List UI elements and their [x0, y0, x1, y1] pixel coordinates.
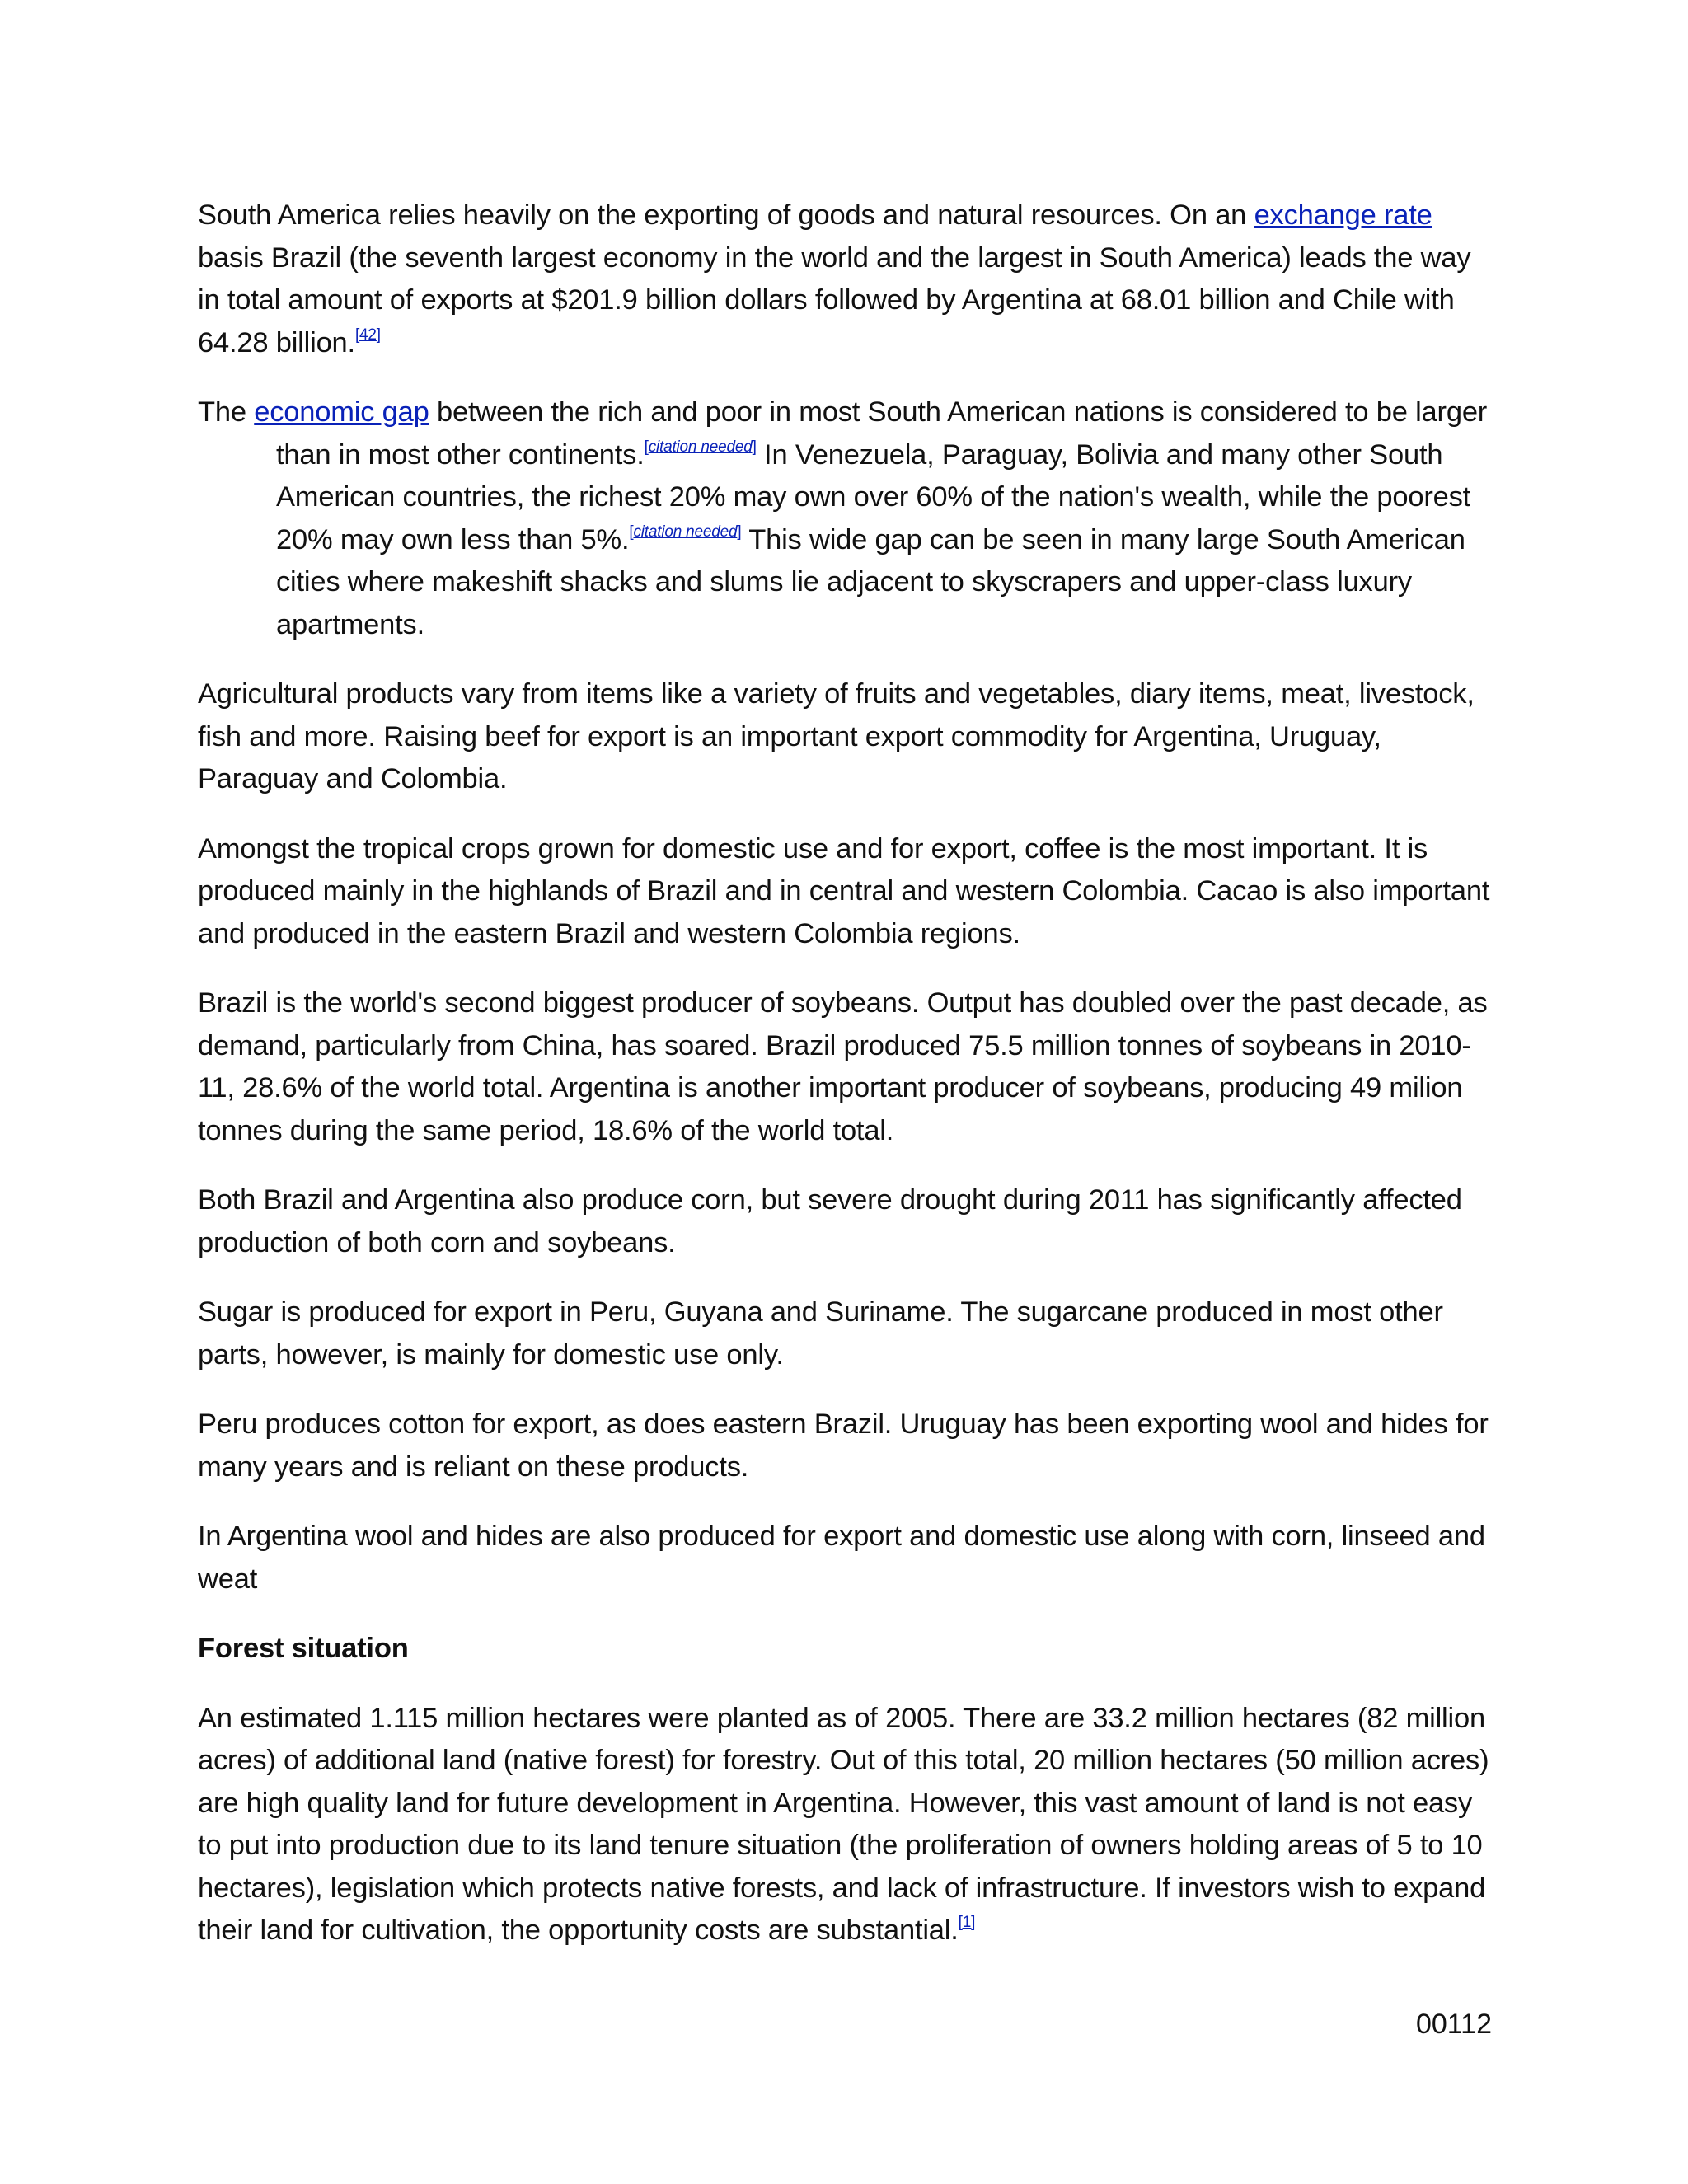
citation-needed-link[interactable]: citation needed — [648, 438, 753, 456]
paragraph-economic-gap — [198, 391, 1492, 646]
text-span: The — [198, 396, 255, 428]
paragraph-soybeans: Brazil is the world's second biggest producer of soybeans. Output has doubled over the past decade, as demand, particularly from China, has soared. Brazil produced 75.5 million tonnes of soybeans in 2010-11, 28.6% of the world total. Argentina is another important producer of soybeans, producing 49 milion tonnes during the same period, 18.6% of the world total. — [198, 987, 1488, 1146]
citation-needed-1[interactable] — [645, 438, 757, 456]
paragraph-exports — [198, 194, 1492, 364]
bracket: [ — [644, 438, 649, 456]
text-span: An estimated 1.115 million hectares were planted as of 2005. There are 33.2 million hectares (82 million acres) of additional land (native forest) for forestry. Out of this total, 20 million hectares (50 million acres) are high quality land for future development in Argentina. However, this vast amount of land is not easy to put into production due to its land tenure situation (the proliferation of owners holding areas of 5 to 10 hectares), legislation which protects native forests, and lack of infrastructure. If investors wish to expand their land for cultivation, the opportunity costs are substantial. — [198, 1702, 1489, 1946]
reference-42[interactable] — [355, 326, 381, 344]
text-span: In Venezuela, Paraguay, Bolivia and many other South American countries, the richest 20% may own over 60% of the nation's wealth, while the poorest 20% may own less than 5%. — [276, 438, 1471, 555]
reference-1[interactable] — [959, 1914, 976, 1931]
paragraph-corn: Both Brazil and Argentina also produce corn, but severe drought during 2011 has significantly affected production of both corn and soybeans. — [198, 1184, 1462, 1258]
paragraph-tropical-crops: Amongst the tropical crops grown for domestic use and for export, coffee is the most important. It is produced mainly in the highlands of Brazil and in central and western Colombia. Cacao is also important and produced in the eastern Brazil and western Colombia regions. — [198, 832, 1490, 949]
text-span: between the rich and poor in most South American nations is considered to be larger than in most other continents. — [276, 396, 1488, 471]
paragraph-argentina-wool: In Argentina wool and hides are also produced for export and domestic use along with corn, linseed and weat — [198, 1521, 1485, 1595]
article-body — [198, 194, 1492, 1980]
paragraph-agricultural-products: Agricultural products vary from items like a variety of fruits and vegetables, diary items, meat, livestock, fish and more. Raising beef for export is an important export commodity for Argentina, Uruguay, Paraguay and Colombia. — [198, 678, 1475, 794]
reference-1-link[interactable]: [1] — [958, 1914, 976, 1931]
bracket: ] — [752, 438, 757, 456]
text-span: basis Brazil (the seventh largest economy in the world and the largest in South America) leads the way in total amount of exports at $201.9 billion dollars followed by Argentina at 68.01 billion and Chile with 64.28 billion. — [198, 241, 1471, 359]
bracket: [ — [629, 523, 634, 541]
economic-gap-link[interactable]: economic gap — [254, 396, 429, 428]
reference-42-link[interactable]: [42] — [354, 326, 381, 344]
citation-needed-2[interactable] — [629, 523, 741, 541]
bracket: ] — [737, 523, 742, 541]
section-heading-forest: Forest situation — [198, 1633, 409, 1664]
page-number: 00112 — [1415, 2008, 1492, 2040]
paragraph-forest — [198, 1698, 1492, 1952]
paragraph-sugar: Sugar is produced for export in Peru, Guyana and Suriname. The sugarcane produced in most other parts, however, is mainly for domestic use only. — [198, 1296, 1443, 1371]
exchange-rate-link[interactable]: exchange rate — [1254, 199, 1432, 231]
text-span: This wide gap can be seen in many large South American cities where makeshift shacks and slums lie adjacent to skyscrapers and upper-class luxury apartments. — [276, 523, 1465, 640]
text-span: South America relies heavily on the exporting of goods and natural resources. On an — [198, 199, 1254, 231]
citation-needed-link[interactable]: citation needed — [633, 523, 738, 541]
paragraph-cotton-wool: Peru produces cotton for export, as does eastern Brazil. Uruguay has been exporting wool and hides for many years and is reliant on these products. — [198, 1408, 1489, 1483]
